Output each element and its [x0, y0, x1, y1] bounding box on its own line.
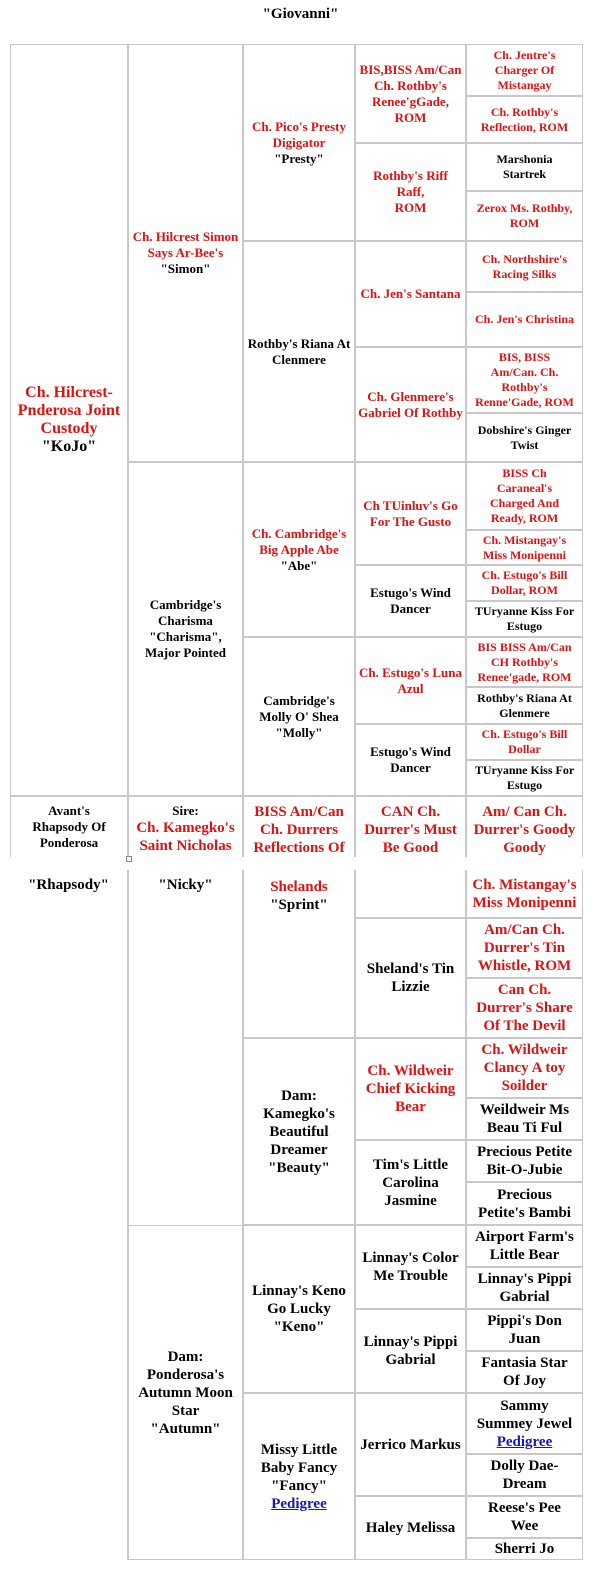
gen5-bottom-13	[466, 1454, 583, 1496]
name-line: Linnay's Pippi	[363, 1334, 458, 1350]
resize-handle[interactable]	[126, 856, 132, 862]
name-line: Missy Little	[260, 1441, 338, 1458]
name-line: Marshonia	[496, 152, 553, 166]
gen4-top-3	[355, 241, 466, 347]
name-line: Lizzie	[391, 979, 430, 995]
name-line: Dam:	[281, 1087, 317, 1104]
name-line: Fantasia Star	[481, 1355, 568, 1371]
name-line: Beau Ti Ful	[486, 1120, 563, 1136]
sire-nicholas	[128, 796, 243, 857]
gen4-bottom-6	[355, 1309, 466, 1393]
name-line: TUryanne Kiss For	[474, 763, 575, 777]
name-line: Major Pointed	[145, 645, 226, 660]
name-line: "Fancy"	[271, 1477, 327, 1494]
page-title: "Giovanni"	[262, 6, 339, 22]
gen4-bottom-2	[355, 918, 466, 1038]
name-line: Bear	[395, 1099, 426, 1115]
name-line: Reflection, ROM	[480, 119, 569, 134]
name-line: Ch. Hilcrest-	[25, 384, 113, 401]
gen4-top-4	[355, 347, 466, 462]
name-line: Ch TUinluv's Go	[363, 497, 458, 513]
name-line: Zerox Ms. Rothby,	[476, 201, 573, 215]
name-line: Ch. Pico's Presty	[252, 118, 346, 134]
name-line: Dancer	[390, 760, 431, 775]
grandsire-simon	[128, 44, 243, 462]
name-line: Durrer's Must	[364, 822, 457, 838]
ggsire-presty	[243, 44, 355, 241]
name-line: Ch. Glenmere's	[367, 388, 454, 404]
gen5-top-3	[466, 143, 583, 191]
mid-durrers-goody-goody	[466, 796, 583, 857]
name-line: TUryanne Kiss For	[474, 604, 575, 618]
gen5-bottom-4	[466, 1038, 583, 1098]
name-line: Star	[171, 1402, 200, 1419]
name-line: Estugo	[506, 778, 543, 792]
name-line: Racing Silks	[492, 266, 557, 281]
name-line: Cambridge's	[149, 597, 222, 612]
name-line: Can Ch.	[497, 982, 552, 998]
name-line: Ch. Mistangay's	[482, 532, 567, 547]
gen4-top-6	[355, 565, 466, 637]
name-line: "Autumn"	[150, 1420, 221, 1437]
gen5-top-4	[466, 191, 583, 241]
name-line: Shelands	[270, 879, 328, 895]
gen5-top-7	[466, 347, 583, 413]
name-line: Ch. Wildweir	[367, 1063, 454, 1079]
dam-autumn	[128, 1225, 243, 1560]
name-line: Wee	[510, 1518, 539, 1534]
name-line: Pnderosa Joint	[17, 402, 121, 419]
name-line: Summey Jewel	[476, 1415, 573, 1432]
name-line: Rhapsody Of	[32, 819, 106, 834]
name-line: Weildweir Ms	[479, 1102, 570, 1118]
name-line: Gabrial	[499, 1289, 550, 1305]
gen4-top-7	[355, 637, 466, 724]
name-line: Ch. Estugo's Bill	[481, 727, 568, 741]
name-line: ROM	[394, 200, 427, 215]
name-line: Gabriel Of Rothby	[358, 404, 463, 420]
name-line: Rothby's Riff Raff,	[373, 168, 448, 199]
name-line: Glenmere	[499, 705, 550, 720]
name-line: Ponderosa	[39, 835, 99, 850]
gen5-top-16	[466, 760, 583, 796]
name-line: Dancer	[390, 601, 431, 616]
name-line: "KoJo"	[41, 438, 97, 455]
name-line: Charisma	[158, 613, 213, 628]
name-line: Ch. Kamegko's	[136, 820, 235, 836]
name-line: Mistangay	[497, 77, 552, 92]
gen5-top-10	[466, 530, 583, 565]
gen5-bottom-5	[466, 1098, 583, 1140]
gen5-top-13	[466, 637, 583, 687]
name-line: Ch. Cambridge's	[251, 525, 347, 541]
sire-kojo	[10, 44, 128, 796]
gen5-bottom-15	[466, 1538, 583, 1560]
gen5-bottom-12	[466, 1393, 583, 1454]
name-line: Estugo's Wind	[370, 585, 451, 600]
name-line: Carolina	[382, 1174, 439, 1191]
name-line: Linnay's Keno	[252, 1283, 346, 1299]
dam-avant-rhapsody	[10, 796, 128, 857]
name-line: Sheland's Tin	[366, 961, 455, 977]
name-line: Baby Fancy	[260, 1459, 338, 1476]
gen4-bottom-8	[355, 1496, 466, 1560]
gen5-bottom-6	[466, 1140, 583, 1182]
name-line: "Simon"	[160, 261, 211, 276]
name-line: Am/Can Ch.	[484, 922, 565, 938]
name-line: Ch. Estugo's Bill	[481, 568, 568, 582]
name-line: Ch. Hilcrest Simon	[132, 229, 239, 244]
name-line: Custody	[40, 420, 98, 437]
name-line: BIS,BISS Am/Can	[359, 61, 462, 77]
name-line: Clenmere	[272, 351, 326, 367]
gen5-top-2	[466, 96, 583, 143]
name-line: Linnay's Color	[362, 1250, 459, 1266]
name-line: Ch. Jen's Christina	[474, 312, 575, 326]
gen5-bottom-14	[466, 1496, 583, 1538]
name-line: Miss Monipenni	[482, 547, 566, 562]
name-line: Caraneal's	[496, 481, 553, 495]
name-line: Renee'gade, ROM	[477, 669, 572, 684]
gen5-bottom-2	[466, 918, 583, 978]
name-line: Ch. Rothby's	[490, 104, 559, 119]
name-line: Avant's	[48, 803, 90, 818]
name-line: "Sprint"	[270, 897, 328, 913]
name-line: Ch. Mistangay's	[472, 876, 577, 893]
name-line: Sammy	[500, 1397, 549, 1414]
name-line: Ch. Northshire's	[481, 251, 568, 266]
name-line: Ch. Estugo's Luna	[359, 664, 462, 680]
gen4-bottom-1	[355, 870, 466, 918]
gen5-top-8	[466, 413, 583, 462]
gen5-top-15	[466, 724, 583, 760]
name-line: Azul	[397, 680, 424, 696]
name-line: "Keno"	[273, 1319, 325, 1335]
name-line: "Presty"	[274, 150, 324, 166]
name-line: Ch. Rothby's	[374, 77, 447, 93]
name-line: Pippi's Don	[487, 1313, 562, 1329]
gen4-top-8	[355, 724, 466, 796]
name-line: Dollar	[508, 742, 541, 756]
gen5-bottom-10	[466, 1309, 583, 1351]
name-line: Me Trouble	[373, 1268, 448, 1284]
name-line: Sherri Jo	[494, 1541, 555, 1557]
gen5-top-14	[466, 687, 583, 724]
name-line: Tim's Little	[372, 1156, 449, 1173]
name-line: BIS, BISS	[498, 350, 551, 364]
name-line: Saint Nicholas	[139, 838, 232, 854]
granddam-charisma	[128, 462, 243, 796]
gen5-top-11	[466, 565, 583, 601]
name-line: Durrer's Goody	[473, 822, 576, 838]
name-line: Airport Farm's	[475, 1229, 574, 1245]
name-line: Gabrial	[385, 1352, 436, 1368]
name-line: Am/ Can Ch.	[482, 804, 567, 820]
name-line: For The Gusto	[369, 513, 452, 529]
name-line: "Abe"	[280, 557, 318, 573]
name-line: Molly O' Shea	[259, 708, 339, 724]
gen5-top-12	[466, 601, 583, 637]
name-line: Of The Devil	[483, 1018, 566, 1034]
sire-sprint	[243, 870, 355, 1038]
gen5-top-6	[466, 292, 583, 347]
name-line: Am/Can. Ch.	[490, 365, 559, 379]
gen4-top-2	[355, 143, 466, 241]
name-line: Be Good	[382, 840, 439, 856]
ggdam-molly	[243, 637, 355, 796]
name-line: "Molly"	[275, 724, 323, 740]
dam-beauty	[243, 1038, 355, 1225]
gen5-top-9	[466, 462, 583, 530]
ggsire-abe	[243, 462, 355, 637]
gen5-bottom-9	[466, 1267, 583, 1309]
gen4-top-5	[355, 462, 466, 565]
gen4-top-1	[355, 44, 466, 143]
gen5-bottom-11	[466, 1351, 583, 1393]
name-line: Soilder	[501, 1078, 548, 1094]
name-line: Charger Of	[494, 62, 555, 77]
name-line: Whistle, ROM	[477, 958, 572, 974]
sire-keno	[243, 1225, 355, 1393]
name-line: Chief Kicking	[365, 1081, 456, 1097]
pedigree-link-fancy[interactable]: Pedigree	[271, 1495, 327, 1512]
name-line: ROM	[394, 109, 427, 125]
name-line: BISS Am/Can	[254, 804, 344, 820]
name-line: Kamegko's	[263, 1105, 335, 1122]
gen5-top-5	[466, 241, 583, 292]
name-line: Little Bear	[489, 1247, 560, 1263]
name-line: Digigator	[272, 134, 326, 150]
name-line: ROM	[509, 216, 540, 230]
name-line: Dobshire's Ginger	[477, 422, 572, 437]
name-line: Estugo	[506, 619, 543, 633]
name-line: Go Lucky	[267, 1301, 331, 1317]
name-line: "Beauty"	[268, 1159, 330, 1176]
name-line: Ch. Durrers	[259, 822, 339, 838]
name-line: Ch. Jen's Santana	[360, 286, 461, 301]
name-line: Petite's Bambi	[478, 1204, 571, 1221]
name-line: Dolly Dae-	[490, 1458, 559, 1474]
name-line: Big Apple Abe	[259, 541, 339, 557]
name-line: Goody	[503, 840, 546, 856]
name-line: Cambridge's	[263, 692, 335, 708]
gen5-bottom-1	[466, 870, 583, 918]
rhapsody-column: "Rhapsody"	[10, 870, 128, 1560]
name-line: Bit-O-Jubie	[486, 1162, 563, 1178]
nicky-column: "Nicky"	[128, 870, 243, 1225]
gen4-bottom-3	[355, 1038, 466, 1140]
name-line: Ponderosa's	[146, 1366, 225, 1383]
name-line: Beautiful	[269, 1123, 329, 1140]
name-line: Dream	[502, 1476, 547, 1492]
name-line: Durrer's Share	[476, 1000, 573, 1016]
gen5-top-1	[466, 44, 583, 96]
name-line: Renne'Gade, ROM	[475, 395, 574, 409]
name-line: Startrek	[502, 167, 547, 181]
name-line: Rothby's Riana At	[477, 690, 572, 705]
name-line: CAN Ch.	[380, 804, 441, 820]
name-line: Jerrico Markus	[360, 1436, 461, 1453]
pedigree-link-sammy[interactable]: Pedigree	[496, 1433, 553, 1450]
gen5-bottom-3	[466, 978, 583, 1038]
gen4-bottom-4	[355, 1140, 466, 1225]
name-line: Of Joy	[503, 1373, 546, 1389]
name-line: Ch. Wildweir	[481, 1042, 568, 1058]
name-line: "Charisma",	[149, 629, 222, 644]
name-line: Ready, ROM	[490, 511, 559, 525]
name-line: Estugo's Wind	[370, 744, 451, 759]
gen5-bottom-7	[466, 1182, 583, 1225]
name-line: Autumn Moon	[138, 1384, 233, 1401]
mid-durrers-reflections	[243, 796, 355, 857]
name-line: Rothby's	[501, 380, 548, 394]
dam-fancy	[243, 1393, 355, 1560]
name-line: Juan	[508, 1331, 541, 1347]
name-line: Miss Monipenni	[472, 894, 577, 911]
name-line: Reese's Pee	[488, 1500, 561, 1516]
name-line: Haley Melissa	[365, 1520, 456, 1536]
name-line: Rothby's Riana At	[247, 335, 351, 351]
name-line: Says Ar-Bee's	[147, 245, 224, 260]
name-line: Twist	[510, 437, 539, 452]
ggdam-riana	[243, 241, 355, 462]
name-line: Charged And	[489, 496, 560, 510]
name-line: Dreamer	[270, 1141, 328, 1158]
name-line: Durrer's Tin	[483, 940, 566, 956]
name-line: Precious Petite	[476, 1144, 573, 1160]
name-line: Reflections Of	[253, 840, 345, 856]
name-line: Clancy A toy	[483, 1060, 566, 1076]
name-line: Ch. Jentre's	[493, 47, 556, 62]
gen4-bottom-7	[355, 1393, 466, 1496]
gen5-bottom-8	[466, 1225, 583, 1267]
name-line: BIS BISS Am/Can	[477, 639, 572, 654]
name-line: Renee'gGade,	[372, 93, 449, 109]
name-line: Jasmine	[384, 1192, 437, 1209]
gen4-bottom-5	[355, 1225, 466, 1309]
name-line: Precious	[497, 1186, 552, 1203]
name-line: Dam:	[167, 1348, 204, 1365]
mid-durrers-must-be-good	[355, 796, 466, 857]
name-line: Linnay's Pippi	[477, 1271, 572, 1287]
name-line: Dollar, ROM	[491, 583, 558, 597]
sire-label: Sire:	[172, 803, 199, 818]
name-line: BISS Ch	[502, 466, 547, 480]
name-line: CH Rothby's	[490, 654, 558, 669]
